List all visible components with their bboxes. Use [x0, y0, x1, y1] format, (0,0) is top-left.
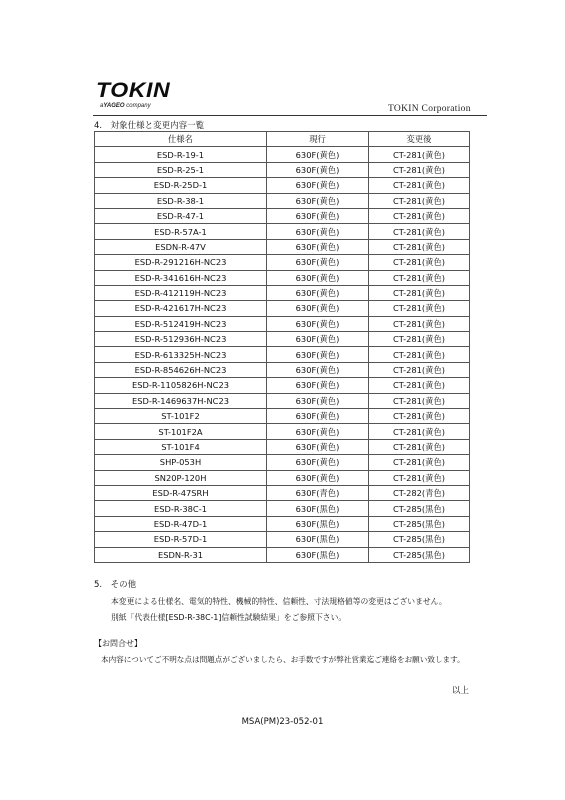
current-cell: 630F(黄色) — [267, 147, 369, 162]
current-cell: 630F(黄色) — [267, 455, 369, 470]
new-cell: CT-281(黄色) — [369, 347, 470, 362]
table-row — [95, 239, 470, 254]
inquiry-body: 本内容についてご不明な点は問題点がございましたら、お手数ですが弊社営業迄ご連絡をお願い致します。 — [101, 655, 465, 664]
new-cell: CT-281(黄色) — [369, 285, 470, 300]
current-cell: 630F(黒色) — [267, 547, 369, 562]
new-cell: CT-281(黄色) — [369, 316, 470, 331]
table-row — [95, 162, 470, 177]
new-cell: CT-281(黄色) — [369, 224, 470, 239]
new-cell: CT-285(黒色) — [369, 547, 470, 562]
current-cell: 630F(黄色) — [267, 178, 369, 193]
current-cell: 630F(青色) — [267, 485, 369, 500]
spec-name-cell: SN20P-120H — [95, 470, 267, 485]
column-header: 変更後 — [369, 132, 470, 147]
table-row — [95, 485, 470, 500]
new-cell: CT-285(黒色) — [369, 501, 470, 516]
section5-title: 5. その他 — [94, 580, 137, 590]
new-cell: CT-282(青色) — [369, 485, 470, 500]
current-cell: 630F(黄色) — [267, 285, 369, 300]
spec-name-cell: ESD-R-291216H-NC23 — [95, 255, 267, 270]
new-cell: CT-285(黒色) — [369, 516, 470, 531]
table-row — [95, 255, 470, 270]
column-header: 現行 — [267, 132, 369, 147]
current-cell: 630F(黄色) — [267, 347, 369, 362]
table-row — [95, 547, 470, 562]
current-cell: 630F(黒色) — [267, 516, 369, 531]
table-row — [95, 332, 470, 347]
current-cell: 630F(黄色) — [267, 208, 369, 223]
table-row — [95, 362, 470, 377]
table-body — [95, 147, 470, 563]
current-cell: 630F(黄色) — [267, 439, 369, 454]
current-cell: 630F(黄色) — [267, 393, 369, 408]
new-cell: CT-281(黄色) — [369, 162, 470, 177]
spec-name-cell: ESD-R-19-1 — [95, 147, 267, 162]
table-row — [95, 193, 470, 208]
spec-name-cell: ESD-R-613325H-NC23 — [95, 347, 267, 362]
spec-name-cell: ESD-R-38C-1 — [95, 501, 267, 516]
current-cell: 630F(黄色) — [267, 270, 369, 285]
spec-name-cell: ESD-R-512419H-NC23 — [95, 316, 267, 331]
current-cell: 630F(黄色) — [267, 424, 369, 439]
spec-name-cell: ESD-R-412119H-NC23 — [95, 285, 267, 300]
spec-name-cell: ESD-R-47-1 — [95, 208, 267, 223]
table-row — [95, 501, 470, 516]
new-cell: CT-281(黄色) — [369, 193, 470, 208]
spec-name-cell: ESDN-R-47V — [95, 239, 267, 254]
table-row — [95, 178, 470, 193]
spec-name-cell: ESD-R-57D-1 — [95, 532, 267, 547]
table-row — [95, 285, 470, 300]
column-header: 仕様名 — [95, 132, 267, 147]
table-header-row — [95, 132, 470, 147]
spec-name-cell: ST-101F2A — [95, 424, 267, 439]
section5-line: 別紙「代表仕様[ESD-R-38C-1]信頼性試験結果」をご参照下さい。 — [111, 613, 347, 622]
spec-name-cell: ESD-R-512936H-NC23 — [95, 332, 267, 347]
company-logo — [96, 80, 176, 110]
table-row — [95, 224, 470, 239]
new-cell: CT-281(黄色) — [369, 270, 470, 285]
new-cell: CT-285(黒色) — [369, 532, 470, 547]
spec-name-cell: ESD-R-1469637H-NC23 — [95, 393, 267, 408]
current-cell: 630F(黄色) — [267, 362, 369, 377]
current-cell: 630F(黄色) — [267, 470, 369, 485]
new-cell: CT-281(黄色) — [369, 208, 470, 223]
current-cell: 630F(黄色) — [267, 301, 369, 316]
new-cell: CT-281(黄色) — [369, 362, 470, 377]
new-cell: CT-281(黄色) — [369, 301, 470, 316]
new-cell: CT-281(黄色) — [369, 409, 470, 424]
table-row — [95, 316, 470, 331]
current-cell: 630F(黒色) — [267, 501, 369, 516]
spec-name-cell: ESD-R-38-1 — [95, 193, 267, 208]
spec-name-cell: ESDN-R-31 — [95, 547, 267, 562]
spec-change-table — [94, 131, 470, 563]
section4-title: 4. 対象仕様と変更内容一覧 — [94, 121, 205, 131]
table-row — [95, 455, 470, 470]
spec-name-cell: ST-101F2 — [95, 409, 267, 424]
table-row — [95, 470, 470, 485]
header-divider — [93, 115, 487, 116]
current-cell: 630F(黄色) — [267, 409, 369, 424]
table-row — [95, 516, 470, 531]
new-cell: CT-281(黄色) — [369, 439, 470, 454]
new-cell: CT-281(黄色) — [369, 378, 470, 393]
new-cell: CT-281(黄色) — [369, 393, 470, 408]
logo-tagline: aYAGEO company — [100, 103, 151, 109]
document-number: MSA(PM)23-052-01 — [241, 717, 324, 727]
corporation-name: TOKIN Corporation — [388, 104, 471, 114]
current-cell: 630F(黄色) — [267, 193, 369, 208]
new-cell: CT-281(黄色) — [369, 178, 470, 193]
current-cell: 630F(黄色) — [267, 162, 369, 177]
spec-name-cell: SHP-053H — [95, 455, 267, 470]
table-row — [95, 439, 470, 454]
table-row — [95, 409, 470, 424]
new-cell: CT-281(黄色) — [369, 455, 470, 470]
table-row — [95, 270, 470, 285]
section5-line: 本変更による仕様名、電気的特性、機械的特性、信頼性、寸法規格値等の変更はございません。 — [111, 597, 447, 606]
new-cell: CT-281(黄色) — [369, 470, 470, 485]
new-cell: CT-281(黄色) — [369, 147, 470, 162]
current-cell: 630F(黒色) — [267, 532, 369, 547]
new-cell: CT-281(黄色) — [369, 255, 470, 270]
table-row — [95, 208, 470, 223]
new-cell: CT-281(黄色) — [369, 332, 470, 347]
spec-name-cell: ESD-R-57A-1 — [95, 224, 267, 239]
current-cell: 630F(黄色) — [267, 332, 369, 347]
spec-name-cell: ESD-R-421617H-NC23 — [95, 301, 267, 316]
table-row — [95, 347, 470, 362]
current-cell: 630F(黄色) — [267, 239, 369, 254]
current-cell: 630F(黄色) — [267, 316, 369, 331]
current-cell: 630F(黄色) — [267, 224, 369, 239]
spec-name-cell: ESD-R-25-1 — [95, 162, 267, 177]
spec-name-cell: ST-101F4 — [95, 439, 267, 454]
closing-mark: 以上 — [452, 686, 470, 696]
table-row — [95, 301, 470, 316]
spec-name-cell: ESD-R-854626H-NC23 — [95, 362, 267, 377]
spec-name-cell: ESD-R-1105826H-NC23 — [95, 378, 267, 393]
table-row — [95, 147, 470, 162]
current-cell: 630F(黄色) — [267, 255, 369, 270]
spec-name-cell: ESD-R-47D-1 — [95, 516, 267, 531]
table-row — [95, 393, 470, 408]
table-row — [95, 424, 470, 439]
table-row — [95, 378, 470, 393]
new-cell: CT-281(黄色) — [369, 239, 470, 254]
current-cell: 630F(黄色) — [267, 378, 369, 393]
table-row — [95, 532, 470, 547]
spec-name-cell: ESD-R-341616H-NC23 — [95, 270, 267, 285]
logo-wordmark: TOKIN — [96, 79, 171, 102]
inquiry-title: 【お問合せ】 — [94, 639, 142, 648]
section5-body — [111, 594, 447, 626]
spec-name-cell: ESD-R-47SRH — [95, 485, 267, 500]
new-cell: CT-281(黄色) — [369, 424, 470, 439]
spec-name-cell: ESD-R-25D-1 — [95, 178, 267, 193]
